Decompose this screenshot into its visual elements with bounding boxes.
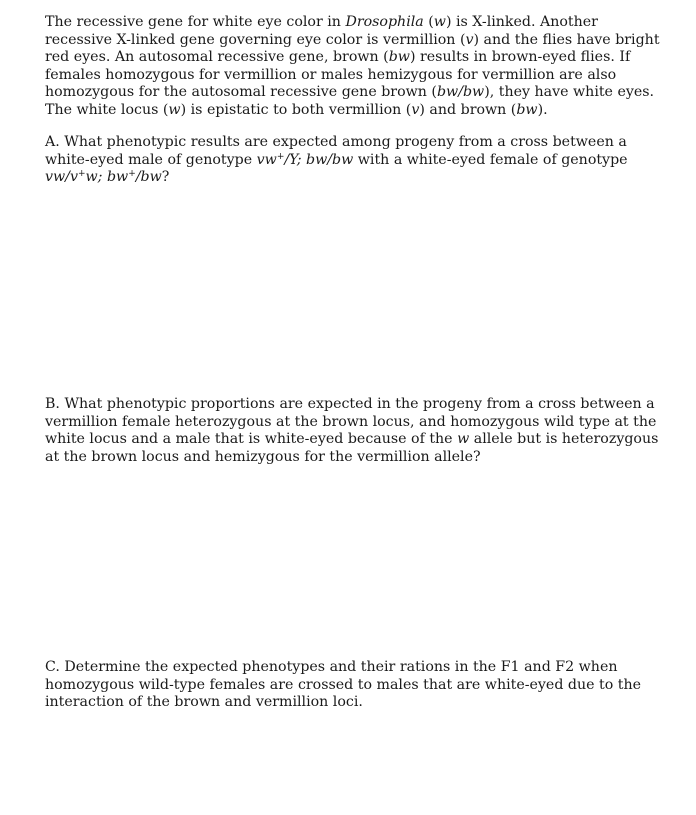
text-run: B. What phenotypic proportions are expected in the progeny from a cross between a vermillion female heterozygous at the brown locus, and homozygous wild type at the white locus and a male that is white-eyed because of the bbox=[45, 396, 657, 447]
intro-paragraph bbox=[45, 14, 665, 119]
question-a bbox=[45, 134, 665, 187]
genotype-male bbox=[257, 152, 354, 168]
wild-type-superscript: + bbox=[77, 169, 86, 179]
gene-symbol: bw bbox=[388, 49, 410, 65]
genotype-part: /bw bbox=[135, 169, 162, 185]
gene-symbol: bw bbox=[516, 101, 538, 118]
question-c: C. Determine the expected phenotypes and their rations in the F1 and F2 when homozygous wild-type females are crossed to males that are white-eyed due to the interaction of the brown and vermillion loci. bbox=[45, 659, 642, 710]
text-run: ) is X-linked. Another recessive X-linked gene governing eye color is vermillion ( bbox=[45, 14, 598, 48]
text-run: A. What phenotypic results are expected among progeny from a cross between a white-eyed male of genotype bbox=[45, 134, 627, 168]
text-run: ) and the flies have bright red eyes. An autosomal recessive gene, brown ( bbox=[45, 31, 660, 65]
genotype: bw/bw bbox=[436, 84, 485, 100]
text-run: ) and brown ( bbox=[419, 101, 517, 118]
text-run: with a white-eyed female of genotype bbox=[353, 151, 628, 168]
genotype-female bbox=[45, 169, 162, 185]
gene-symbol: w bbox=[433, 14, 446, 30]
wild-type-superscript: + bbox=[276, 151, 285, 162]
gene-symbol: w bbox=[457, 431, 470, 447]
gene-symbol: v bbox=[411, 101, 420, 118]
gene-symbol: w bbox=[168, 101, 181, 118]
text-run: ), they have white eyes. The white locus ( bbox=[45, 84, 655, 118]
text-run: ) results in brown-eyed flies. If females homozygous for vermillion or males hemizygous for vermillion are also homozygous for the autosomal recessive gene brown ( bbox=[45, 49, 631, 100]
species-name: Drosophila bbox=[345, 14, 424, 30]
text-run: allele but is heterozygous at the brown locus and hemizygous for the vermillion allele? bbox=[45, 431, 659, 465]
gene-symbol: v bbox=[465, 31, 474, 48]
document bbox=[45, 14, 665, 710]
text-run: ). bbox=[537, 101, 548, 118]
text-run: ( bbox=[423, 14, 434, 30]
text-run: ) is epistatic to both vermillion ( bbox=[180, 101, 412, 118]
genotype-part: /Y; bw/bw bbox=[284, 151, 354, 168]
text-run: ? bbox=[161, 169, 170, 185]
wild-type-superscript: + bbox=[128, 169, 136, 179]
genotype-part: vw/v bbox=[45, 169, 78, 185]
text-run: The recessive gene for white eye color in bbox=[45, 14, 346, 30]
question-b bbox=[45, 396, 665, 466]
genotype-part: w; bw bbox=[85, 169, 129, 185]
genotype-part: vw bbox=[256, 151, 277, 168]
